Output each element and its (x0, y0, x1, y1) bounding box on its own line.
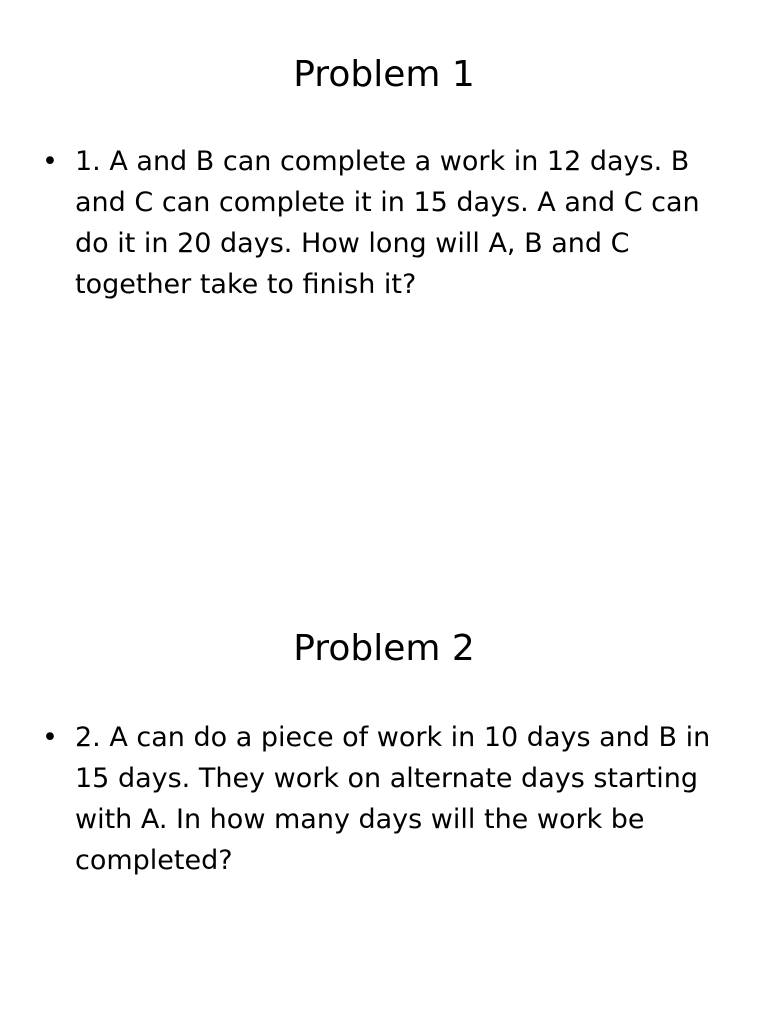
slide-title: Problem 1 (293, 54, 475, 95)
problem-text: 2. A can do a piece of work in 10 days and B in 15 days. They work on alternate days starting with A. In how many days will the work be completed? (75, 722, 711, 876)
bullet-dot-icon: • (42, 146, 58, 177)
bullet-list (0, 717, 720, 881)
problem-text: 1. A and B can complete a work in 12 days. B and C can complete it in 15 days. A and C can do it in 20 days. How long will A, B and C together take to finish it? (75, 146, 700, 300)
bullet-dot-icon: • (42, 722, 58, 753)
bullet-list (0, 141, 720, 305)
bullet-item (0, 717, 720, 881)
slide-problem-2 (0, 576, 768, 1024)
bullet-item (0, 141, 720, 305)
slide-title: Problem 2 (293, 628, 475, 669)
